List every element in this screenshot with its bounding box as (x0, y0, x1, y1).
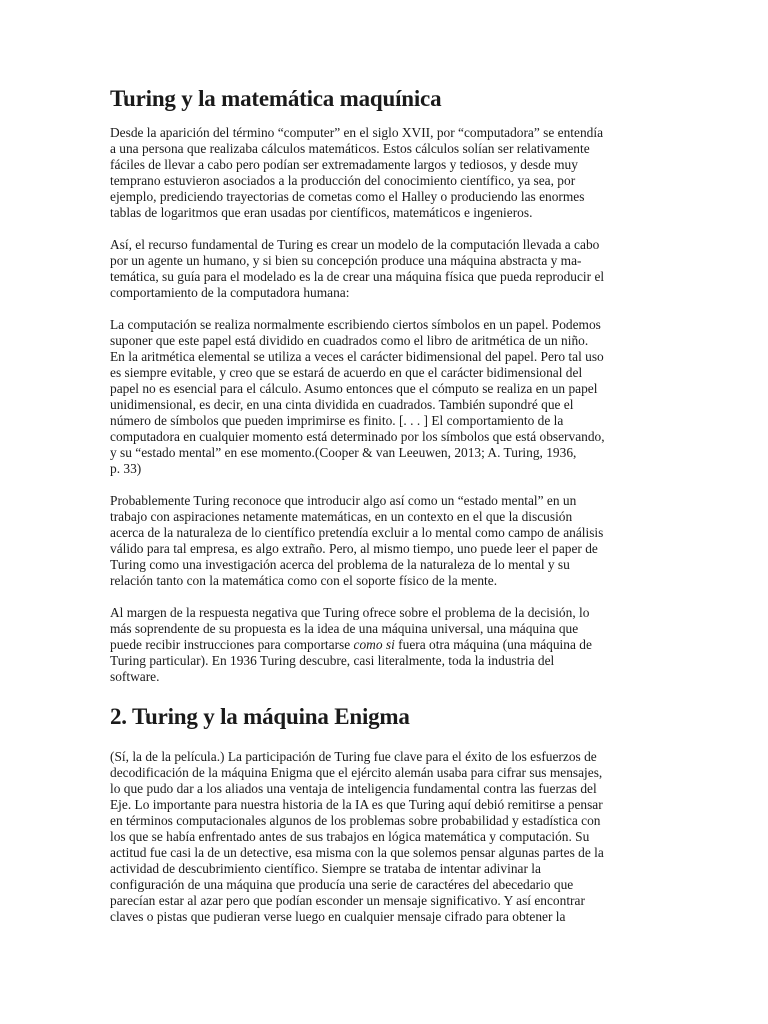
text-line: unidimensional, es decir, en una cinta dividida en cuadrados. También supondré que el (110, 397, 574, 412)
text-line: parecían estar al azar pero que podían esconder un mensaje significativo. Y así encontrar (110, 893, 585, 908)
text-fragment: fuera otra máquina (una máquina de (394, 637, 592, 652)
text-line: Turing como una investigación acerca del problema de la naturaleza de lo mental y su (110, 557, 570, 572)
text-line (110, 637, 658, 653)
text-line: p. 33) (110, 461, 142, 476)
text-line: válido para tal empresa, es algo extraño. Pero, al mismo tiempo, uno puede leer el paper de (110, 541, 598, 556)
text-line: Al margen de la respuesta negativa que Turing ofrece sobre el problema de la decisión, lo (110, 605, 590, 620)
text-line: decodificación de la máquina Enigma que el ejército alemán usaba para cifrar sus mensajes, (110, 765, 603, 780)
paragraph-mental-state (110, 493, 658, 589)
text-line: es siempre evitable, y creo que se estará de acuerdo en que el carácter bidimensional del (110, 365, 583, 380)
text-line: Así, el recurso fundamental de Turing es crear un modelo de la computación llevada a cabo (110, 237, 600, 252)
text-line: relación tanto con la matemática como con el soporte físico de la mente. (110, 573, 498, 588)
document-content (110, 83, 658, 925)
text-line: en términos computacionales algunos de los problemas sobre probabilidad y estadística con (110, 813, 601, 828)
paragraph-enigma (110, 749, 658, 925)
text-line: por un agente un humano, y si bien su concepción produce una máquina abstracta y ma- (110, 253, 582, 268)
text-line: lo que pudo dar a los aliados una ventaja de inteligencia fundamental contra las fuerzas del (110, 781, 597, 796)
text-line: Eje. Lo importante para nuestra historia de la IA es que Turing aquí debió remitirse a pensar (110, 797, 603, 812)
text-line: suponer que este papel está dividido en cuadrados como el libro de aritmética de un niño. (110, 333, 589, 348)
paragraph-quote (110, 317, 658, 477)
section-title-enigma: 2. Turing y la máquina Enigma (110, 704, 410, 729)
text-line: (Sí, la de la película.) La participación de Turing fue clave para el éxito de los esfuerzos de (110, 749, 597, 764)
text-line: Turing particular). En 1936 Turing descubre, casi literalmente, toda la industria del (110, 653, 555, 668)
text-line: La computación se realiza normalmente escribiendo ciertos símbolos en un papel. Podemos (110, 317, 601, 332)
text-line: computadora en cualquier momento está determinado por los símbolos que está observando, (110, 429, 605, 444)
text-line: En la aritmética elemental se utiliza a veces el carácter bidimensional del papel. Pero tal uso (110, 349, 604, 364)
text-line: ejemplo, prediciendo trayectorias de cometas como el Halley o produciendo las enormes (110, 189, 585, 204)
text-line: más soprendente de su propuesta es la idea de una máquina universal, una máquina que (110, 621, 579, 636)
text-line: configuración de una máquina que producía una serie de caractéres del abecedario que (110, 877, 574, 892)
text-line: papel no es esencial para el cálculo. Asumo entonces que el cómputo se realiza en un papel (110, 381, 598, 396)
section-title-turing-matematica: Turing y la matemática maquínica (110, 86, 442, 111)
text-line: y su “estado mental” en ese momento.(Cooper & van Leeuwen, 2013; A. Turing, 1936, (110, 445, 577, 460)
text-line: tablas de logaritmos que eran usadas por científicos, matemáticos e ingenieros. (110, 205, 533, 220)
text-line: Desde la aparición del término “computer” en el siglo XVII, por “computadora” se entendía (110, 125, 604, 140)
text-line: Probablemente Turing reconoce que introducir algo así como un “estado mental” en un (110, 493, 577, 508)
text-line: comportamiento de la computadora humana: (110, 285, 350, 300)
paragraph-turing-model (110, 237, 658, 301)
text-line: los que se había enfrentado antes de sus trabajos en lógica matemática y computación. Su (110, 829, 590, 844)
text-line: fáciles de llevar a cabo pero podían ser extremadamente largos y tediosos, y desde muy (110, 157, 578, 172)
text-line: temprano estuvieron asociados a la producción del conocimiento científico, ya sea, por (110, 173, 576, 188)
paragraph-universal-machine (110, 605, 658, 685)
text-fragment: puede recibir instrucciones para comportarse (110, 637, 354, 652)
text-line: temática, su guía para el modelado es la de crear una máquina física que pueda reproducir el (110, 269, 605, 284)
text-line: claves o pistas que pudieran verse luego en cualquier mensaje cifrado para obtener la (110, 909, 566, 924)
text-line: actividad de descubrimiento científico. Siempre se trataba de intentar adivinar la (110, 861, 541, 876)
text-line: trabajo con aspiraciones netamente matemáticas, en un contexto en el que la discusión (110, 509, 573, 524)
text-line: software. (110, 669, 160, 684)
italic-phrase: como si (353, 637, 395, 652)
paragraph-computer-origin (110, 125, 658, 221)
text-line: acerca de la naturaleza de lo científico pretendía excluir a lo mental como campo de análisis (110, 525, 604, 540)
text-line: número de símbolos que pueden imprimirse es finito. [. . . ] El comportamiento de la (110, 413, 564, 428)
text-line: actitud fue casi la de un detective, esa misma con la que solemos pensar algunas partes de la (110, 845, 604, 860)
text-line: a una persona que realizaba cálculos matemáticos. Estos cálculos solían ser relativamente (110, 141, 590, 156)
